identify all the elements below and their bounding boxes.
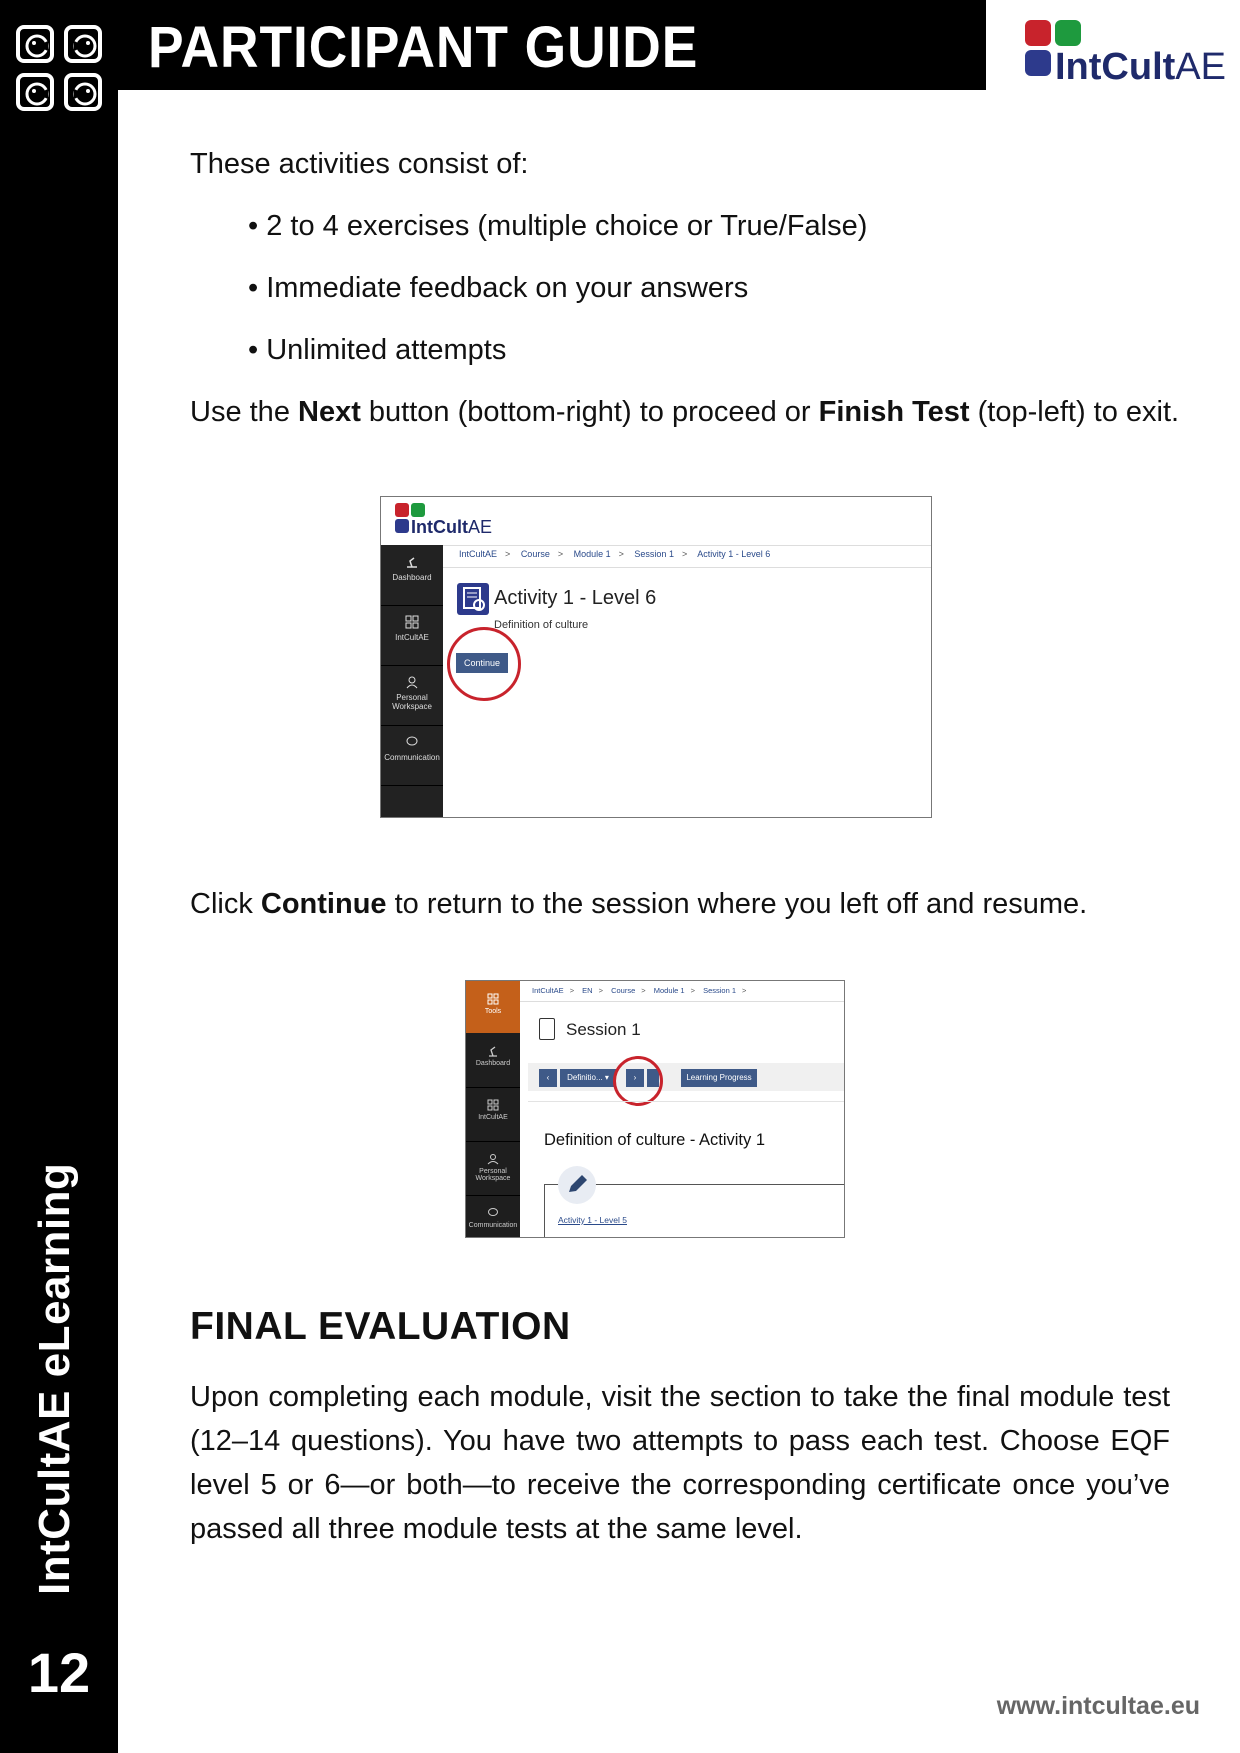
divider: [520, 1001, 844, 1002]
navy-face-icon: [395, 519, 409, 533]
screenshot-sidebar: [381, 545, 443, 817]
learning-progress-button[interactable]: Learning Progress: [681, 1069, 757, 1087]
list-item: • Unlimited attempts: [248, 334, 507, 366]
green-face-icon: [1055, 20, 1081, 46]
activity-select[interactable]: Definitio... ▾: [560, 1069, 616, 1087]
sidebar-item-dashboard: Dashboard: [466, 1033, 520, 1088]
red-face-icon: [395, 503, 409, 517]
face-icon: [16, 25, 54, 63]
continue-button[interactable]: Continue: [456, 653, 508, 673]
intro-lead: These activities consist of:: [190, 148, 529, 180]
highlight-circle: [447, 627, 521, 701]
face-icon: [64, 73, 102, 111]
brand-logo: [1025, 20, 1226, 90]
intcultae-logo-grid: [16, 25, 102, 111]
activity-title: Activity 1 - Level 6: [494, 587, 657, 609]
lamp-icon: [487, 1045, 499, 1057]
session-screenshot: [465, 980, 845, 1238]
grid-icon: [405, 615, 419, 629]
highlight-circle: [613, 1056, 663, 1106]
screenshot-sidebar: [466, 981, 520, 1237]
chat-icon: [405, 735, 419, 749]
breadcrumb: IntCultAE > EN > Course > Module 1 > Session 1 >: [532, 986, 747, 995]
website-url: www.intcultae.eu: [996, 1692, 1200, 1720]
list-item: • 2 to 4 exercises (multiple choice or True/False): [248, 210, 868, 242]
sidebar-item-intcultae: IntCultAE: [466, 1087, 520, 1142]
activity-subtitle: Definition of culture: [494, 619, 589, 631]
continue-instruction: Click Continue to return to the session where you left off and resume.: [190, 888, 1088, 920]
navigation-instruction: Use the Next button (bottom-right) to proceed or Finish Test (top-left) to exit.: [190, 396, 1180, 428]
sidebar-item-personal-workspace: Personal Workspace: [381, 665, 443, 726]
activity-link[interactable]: Activity 1 - Level 5: [558, 1215, 627, 1225]
sidebar-item-personal-workspace: Personal Workspace: [466, 1141, 520, 1196]
activity-icon: [457, 583, 489, 615]
sidebar-item-communication: Communication: [466, 1195, 520, 1238]
screenshot-brand: IntCultAE: [411, 517, 492, 537]
page-number: 12: [27, 1641, 91, 1704]
user-icon: [405, 675, 419, 689]
page-title: PARTICIPANT GUIDE: [148, 15, 699, 80]
grid-icon: [487, 1099, 499, 1111]
face-icon: [16, 73, 54, 111]
sidebar-item-communication: Communication: [381, 725, 443, 786]
chat-icon: [487, 1207, 499, 1219]
face-icon: [64, 25, 102, 63]
sidebar-item-dashboard: Dashboard: [381, 545, 443, 606]
section-heading: FINAL EVALUATION: [190, 1305, 571, 1348]
vertical-label: IntCultAE eLearning: [30, 1162, 79, 1595]
list-item: • Immediate feedback on your answers: [248, 272, 749, 304]
breadcrumb: IntCultAE > Course > Module 1 > Session 1 > Activity 1 - Level 6: [459, 549, 771, 559]
left-sidebar: [0, 0, 118, 1753]
activity-screenshot: [380, 496, 932, 818]
divider: [443, 567, 931, 568]
user-icon: [487, 1153, 499, 1165]
sidebar-item-intcultae: IntCultAE: [381, 605, 443, 666]
previous-button[interactable]: ‹: [539, 1069, 557, 1087]
pencil-icon: [558, 1166, 596, 1204]
red-face-icon: [1025, 20, 1051, 46]
lamp-icon: [405, 555, 419, 569]
brand-name: IntCultAE: [1055, 46, 1226, 88]
green-face-icon: [411, 503, 425, 517]
activity-heading: Definition of culture - Activity 1: [544, 1131, 766, 1149]
session-title: Session 1: [566, 1020, 641, 1039]
sidebar-item-tools: Tools: [466, 981, 520, 1033]
document-icon: [539, 1018, 555, 1040]
screenshot-header: [381, 497, 931, 546]
divider: [528, 1101, 844, 1102]
grid-icon: [487, 993, 499, 1005]
final-evaluation-text: Upon completing each module, visit the section to take the final module test (12–14 questions). You have two attempts to pass each test. Choose EQF level 5 or 6—or both—to receive the corresponding certificate once you’ve passed all three module tests at the same level.: [190, 1381, 1170, 1545]
navy-face-icon: [1025, 50, 1051, 76]
next-button[interactable]: ›: [626, 1069, 644, 1087]
